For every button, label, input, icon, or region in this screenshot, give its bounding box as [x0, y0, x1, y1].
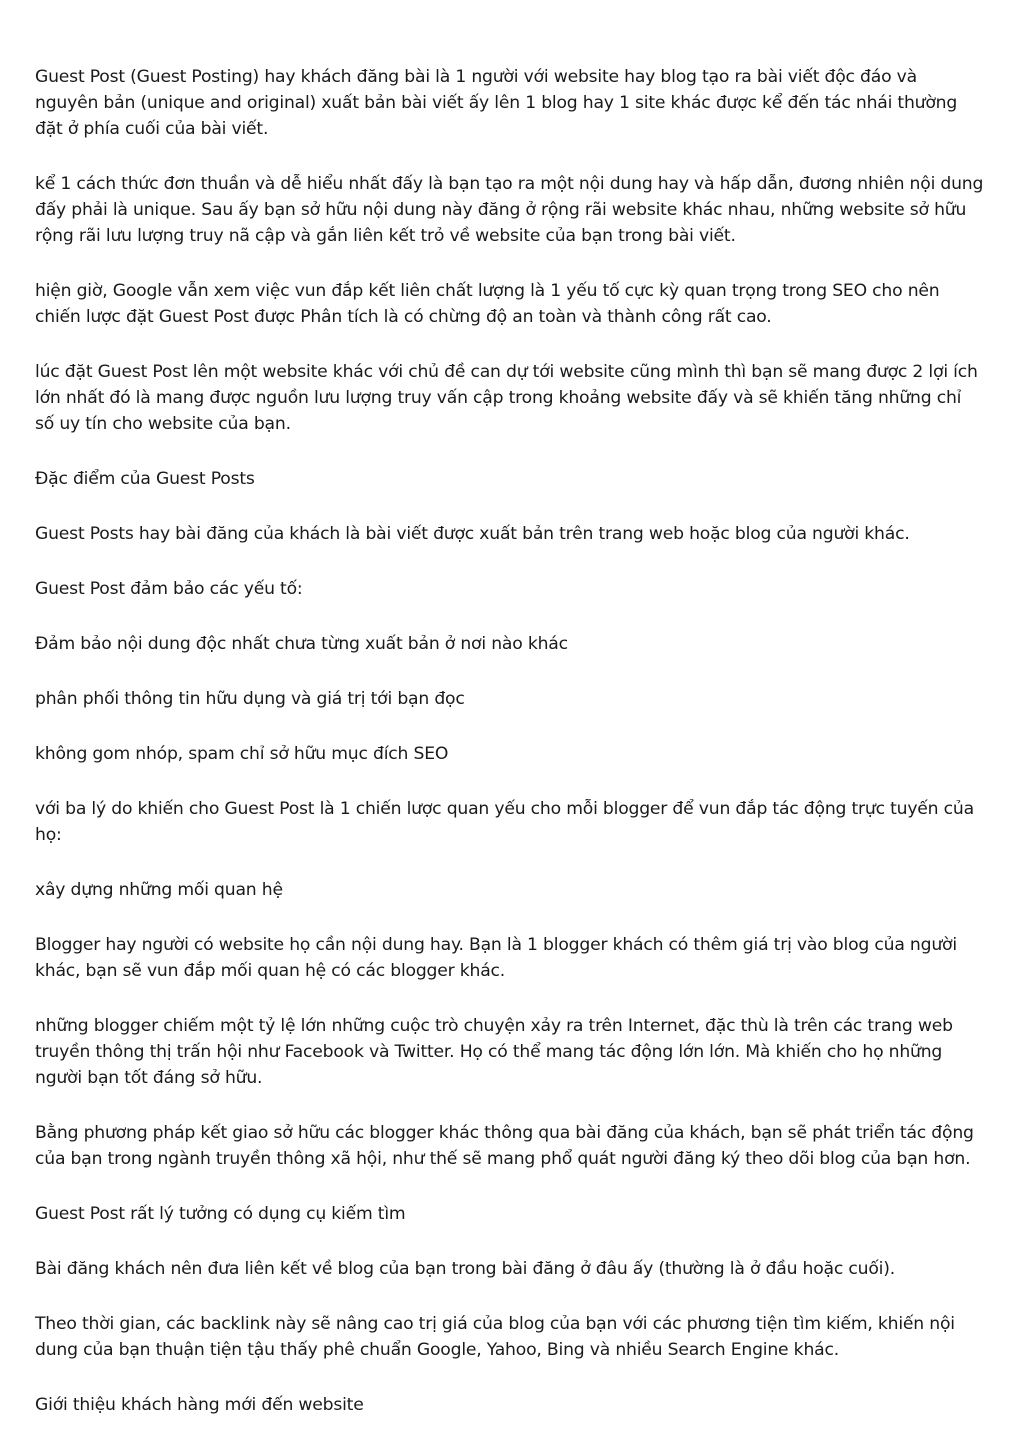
paragraph-backlink-value: Theo thời gian, các backlink này sẽ nâng cao trị giá của blog của bạn với các phương tiện tìm kiếm, khiến nội dung của bạn thuận tiện tậu thấy phê chuẩn Google, Yahoo, Bing và nhiều Search Engine khác. — [35, 1314, 955, 1360]
paragraph-three-reasons: với ba lý do khiến cho Guest Post là 1 chiến lược quan yếu cho mỗi blogger để vun đắp tác động trực tuyến của họ: — [35, 799, 974, 845]
paragraph-google-link-quality: hiện giờ, Google vẫn xem việc vun đắp kết liên chất lượng là 1 yếu tố cực kỳ quan trọng trong SEO cho nên chiến lược đặt Guest Post được Phân tích là có chừng độ an toàn và thành công rất cao. — [35, 281, 940, 327]
heading-new-customers: Giới thiệu khách hàng mới đến website — [35, 1395, 364, 1415]
paragraph-backlink-placement: Bài đăng khách nên đưa liên kết về blog của bạn trong bài đăng ở đâu ấy (thường là ở đầu hoặc cuối). — [35, 1259, 895, 1279]
heading-search-tools: Guest Post rất lý tưởng có dụng cụ kiếm tìm — [35, 1204, 406, 1224]
document-body — [35, 64, 985, 1447]
paragraph-guest-posts-meaning: Guest Posts hay bài đăng của khách là bài viết được xuất bản trên trang web hoặc blog của người khác. — [35, 524, 910, 544]
list-item-no-spam: không gom nhóp, spam chỉ sở hữu mục đích SEO — [35, 744, 449, 764]
paragraph-social-media-growth: Bằng phương pháp kết giao sở hữu các blogger khác thông qua bài đăng của khách, bạn sẽ phát triển tác động của bạn trong ngành truyền thông xã hội, như thế sẽ mang phổ quát người đăng ký theo dõi blog của bạn hơn. — [35, 1123, 974, 1169]
paragraph-simple-explanation: kể 1 cách thức đơn thuần và dễ hiểu nhất đấy là bạn tạo ra một nội dung hay và hấp dẫn, đương nhiên nội dung đấy phải là unique. Sau ấy bạn sở hữu nội dung này đăng ở rộng rãi website khác nhau, những website sở hữu rộng rãi lưu lượng truy nã cập và gắn liên kết trỏ về website của bạn trong bài viết. — [35, 174, 984, 246]
list-item-unique-content: Đảm bảo nội dung độc nhất chưa từng xuất bản ở nơi nào khác — [35, 634, 568, 654]
paragraph-two-benefits: lúc đặt Guest Post lên một website khác với chủ đề can dự tới website cũng mình thì bạn sẽ mang được 2 lợi ích lớn nhất đó là mang được nguồn lưu lượng truy vấn cập trong khoảng website đấy và sẽ khiến tăng những chỉ số uy tín cho website của bạn. — [35, 362, 978, 434]
paragraph-guest-post-definition: Guest Post (Guest Posting) hay khách đăng bài là 1 người với website hay blog tạo ra bài viết độc đáo và nguyên bản (unique and original) xuất bản bài viết ấy lên 1 blog hay 1 site khác được kể đến tác nhái thường đặt ở phía cuối của bài viết. — [35, 67, 958, 139]
paragraph-bloggers-influence: những blogger chiếm một tỷ lệ lớn những cuộc trò chuyện xảy ra trên Internet, đặc thù là trên các trang web truyền thông thị trấn hội như Facebook và Twitter. Họ có thể mang tác động lớn lớn. Mà khiến cho họ những người bạn tốt đáng sở hữu. — [35, 1016, 953, 1088]
heading-guest-post-features: Đặc điểm của Guest Posts — [35, 469, 255, 489]
paragraph-bloggers-need-content: Blogger hay người có website họ cần nội dung hay. Bạn là 1 blogger khách có thêm giá trị vào blog của người khác, bạn sẽ vun đắp mối quan hệ có các blogger khác. — [35, 935, 957, 981]
list-item-useful-information: phân phối thông tin hữu dụng và giá trị tới bạn đọc — [35, 689, 465, 709]
heading-build-relationships: xây dựng những mối quan hệ — [35, 880, 283, 900]
paragraph-requirements-intro: Guest Post đảm bảo các yếu tố: — [35, 579, 303, 599]
